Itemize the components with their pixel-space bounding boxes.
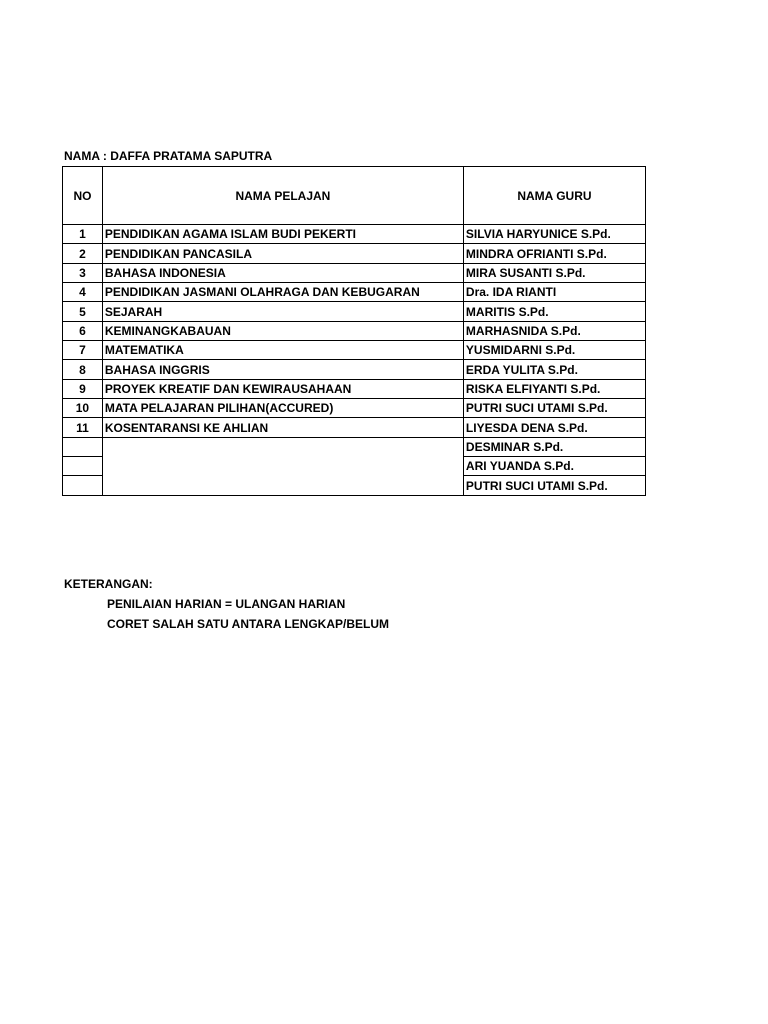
teacher-cell: ARI YUANDA S.Pd. — [463, 457, 645, 476]
row-number: 2 — [63, 244, 103, 263]
table-row — [63, 321, 646, 340]
column-header-no: NO — [63, 167, 103, 225]
subject-cell: KEMINANGKABAUAN — [102, 321, 463, 340]
teacher-cell: DESMINAR S.Pd. — [463, 437, 645, 456]
row-number: 9 — [63, 379, 103, 398]
row-number: 6 — [63, 321, 103, 340]
empty-number-cell — [63, 457, 103, 476]
table-row — [63, 302, 646, 321]
table-row — [63, 263, 646, 282]
empty-subject-cell — [102, 437, 463, 495]
subject-cell: SEJARAH — [102, 302, 463, 321]
table-row — [63, 418, 646, 437]
table-row — [63, 360, 646, 379]
teacher-cell: MINDRA OFRIANTI S.Pd. — [463, 244, 645, 263]
teacher-cell: Dra. IDA RIANTI — [463, 283, 645, 302]
row-number: 7 — [63, 341, 103, 360]
subject-cell: MATEMATIKA — [102, 341, 463, 360]
teacher-cell: SILVIA HARYUNICE S.Pd. — [463, 225, 645, 244]
table-row — [63, 283, 646, 302]
row-number: 5 — [63, 302, 103, 321]
column-header-teacher: NAMA GURU — [463, 167, 645, 225]
column-header-subject: NAMA PELAJAN — [102, 167, 463, 225]
teacher-cell: ERDA YULITA S.Pd. — [463, 360, 645, 379]
subject-cell: PROYEK KREATIF DAN KEWIRAUSAHAAN — [102, 379, 463, 398]
table-row — [63, 379, 646, 398]
teacher-cell: MARHASNIDA S.Pd. — [463, 321, 645, 340]
row-number: 3 — [63, 263, 103, 282]
table-row — [63, 225, 646, 244]
notes-line-1: PENILAIAN HARIAN = ULANGAN HARIAN — [107, 597, 346, 611]
notes-line-2: CORET SALAH SATU ANTARA LENGKAP/BELUM — [107, 617, 389, 631]
table-row — [63, 437, 646, 456]
row-number: 1 — [63, 225, 103, 244]
subject-cell: BAHASA INGGRIS — [102, 360, 463, 379]
subject-cell: BAHASA INDONESIA — [102, 263, 463, 282]
empty-number-cell — [63, 437, 103, 456]
teacher-cell: MIRA SUSANTI S.Pd. — [463, 263, 645, 282]
row-number: 11 — [63, 418, 103, 437]
student-name: NAMA : DAFFA PRATAMA SAPUTRA — [64, 149, 273, 163]
row-number: 4 — [63, 283, 103, 302]
subject-cell: KOSENTARANSI KE AHLIAN — [102, 418, 463, 437]
teacher-cell: LIYESDA DENA S.Pd. — [463, 418, 645, 437]
subject-cell: PENDIDIKAN PANCASILA — [102, 244, 463, 263]
teacher-cell: RISKA ELFIYANTI S.Pd. — [463, 379, 645, 398]
notes-title: KETERANGAN: — [64, 577, 153, 591]
teacher-cell: PUTRI SUCI UTAMI S.Pd. — [463, 476, 645, 496]
teacher-cell: PUTRI SUCI UTAMI S.Pd. — [463, 399, 645, 418]
teacher-cell: YUSMIDARNI S.Pd. — [463, 341, 645, 360]
notes-section — [64, 574, 389, 634]
subject-cell: PENDIDIKAN JASMANI OLAHRAGA DAN KEBUGARAN — [102, 283, 463, 302]
table-header-row — [63, 167, 646, 225]
table-row — [63, 341, 646, 360]
table-row — [63, 399, 646, 418]
subject-cell: PENDIDIKAN AGAMA ISLAM BUDI PEKERTI — [102, 225, 463, 244]
row-number: 8 — [63, 360, 103, 379]
teacher-cell: MARITIS S.Pd. — [463, 302, 645, 321]
row-number: 10 — [63, 399, 103, 418]
subject-table — [62, 166, 646, 496]
table-row — [63, 244, 646, 263]
subject-cell: MATA PELAJARAN PILIHAN(ACCURED) — [102, 399, 463, 418]
empty-number-cell — [63, 476, 103, 496]
